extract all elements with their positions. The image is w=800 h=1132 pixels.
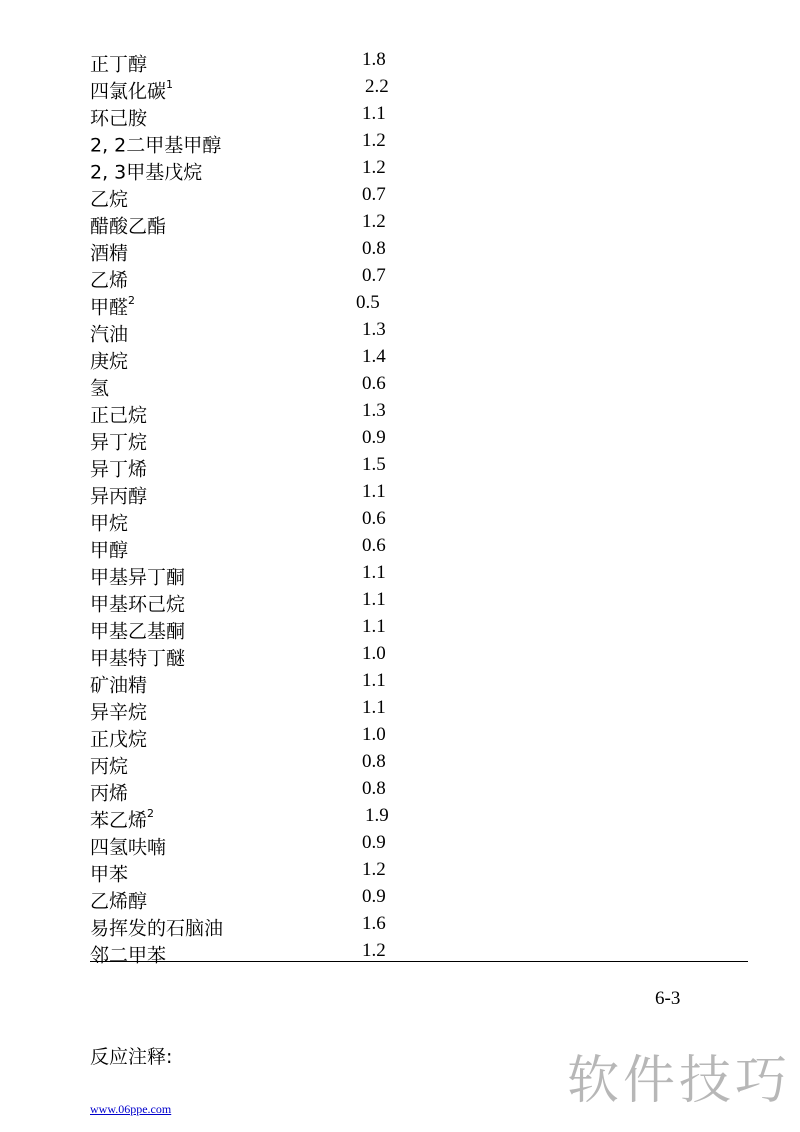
factor-value: 2.2 xyxy=(365,76,389,97)
factor-value: 1.6 xyxy=(362,913,386,934)
table-row xyxy=(90,640,750,670)
substance-name-text: 易挥发的石脑油 xyxy=(90,917,224,940)
table-row xyxy=(90,802,750,832)
notes-heading: 反应注释: xyxy=(90,1046,173,1068)
substance-name-text: 苯乙烯 xyxy=(90,809,148,832)
factor-value: 1.2 xyxy=(362,130,386,151)
substance-name-text: 汽油 xyxy=(90,323,129,346)
factor-value: 0.6 xyxy=(362,535,386,556)
factor-value: 1.0 xyxy=(362,643,386,664)
table-row xyxy=(90,910,750,940)
substance-name-text: 正丁醇 xyxy=(90,53,148,76)
table-row xyxy=(90,937,750,967)
substance-name xyxy=(90,937,166,969)
substance-name-text: 酒精 xyxy=(90,242,129,265)
table-row xyxy=(90,100,750,130)
factor-value: 0.5 xyxy=(356,292,380,313)
substance-name-text: 异辛烷 xyxy=(90,701,148,724)
table-row xyxy=(90,316,750,346)
substance-name-text: 甲基乙基酮 xyxy=(90,620,186,643)
table-row xyxy=(90,424,750,454)
substance-name-text: 环己胺 xyxy=(90,107,148,130)
table-row xyxy=(90,343,750,373)
factor-value: 0.8 xyxy=(362,751,386,772)
factor-value: 1.2 xyxy=(362,940,386,961)
factor-value: 1.1 xyxy=(362,616,386,637)
table-row xyxy=(90,667,750,697)
factor-value: 1.1 xyxy=(362,481,386,502)
substance-name-text: 2, 2二甲基甲醇 xyxy=(90,134,222,157)
factor-value: 1.1 xyxy=(362,670,386,691)
factor-value: 1.2 xyxy=(362,157,386,178)
table-row xyxy=(90,721,750,751)
factor-value: 0.6 xyxy=(362,373,386,394)
factor-value: 1.0 xyxy=(362,724,386,745)
factor-value: 1.5 xyxy=(362,454,386,475)
factor-value: 1.1 xyxy=(362,697,386,718)
substance-name-text: 丙烷 xyxy=(90,755,129,778)
factor-value: 0.9 xyxy=(362,886,386,907)
factor-value: 0.8 xyxy=(362,238,386,259)
table-row xyxy=(90,829,750,859)
factor-value: 0.6 xyxy=(362,508,386,529)
page-number: 6-3 xyxy=(655,988,681,1009)
site-link[interactable]: www.06ppe.com xyxy=(90,1102,172,1116)
table-row xyxy=(90,127,750,157)
substance-name-text: 丙烯 xyxy=(90,782,129,805)
footnote-marker: 2 xyxy=(128,294,136,307)
substance-name-text: 醋酸乙酯 xyxy=(90,215,167,238)
substance-name-text: 乙烯醇 xyxy=(90,890,148,913)
table-row xyxy=(90,694,750,724)
factor-value: 1.3 xyxy=(362,319,386,340)
table-row xyxy=(90,235,750,265)
substance-name-text: 氢 xyxy=(90,377,110,400)
substance-name-text: 2, 3甲基戊烷 xyxy=(90,161,203,184)
table-row xyxy=(90,262,750,292)
solvent-factor-table xyxy=(90,46,750,967)
substance-name-text: 乙烯 xyxy=(90,269,129,292)
substance-name-text: 甲醇 xyxy=(90,539,129,562)
table-row xyxy=(90,586,750,616)
factor-value: 1.4 xyxy=(362,346,386,367)
table-row xyxy=(90,478,750,508)
substance-name-text: 甲基特丁醚 xyxy=(90,647,186,670)
substance-name-text: 异丁烷 xyxy=(90,431,148,454)
table-row xyxy=(90,181,750,211)
substance-name-text: 甲苯 xyxy=(90,863,129,886)
table-row xyxy=(90,856,750,886)
factor-value: 1.9 xyxy=(365,805,389,826)
table-row xyxy=(90,613,750,643)
table-row xyxy=(90,505,750,535)
substance-name-text: 甲基环己烷 xyxy=(90,593,186,616)
table-bottom-rule xyxy=(90,961,748,962)
table-row xyxy=(90,208,750,238)
substance-name-text: 甲烷 xyxy=(90,512,129,535)
table-row xyxy=(90,46,750,76)
substance-name-text: 正己烷 xyxy=(90,404,148,427)
substance-name-text: 甲醛 xyxy=(90,296,129,319)
substance-name-text: 四氢呋喃 xyxy=(90,836,167,859)
factor-value: 1.2 xyxy=(362,859,386,880)
table-row xyxy=(90,559,750,589)
table-row xyxy=(90,775,750,805)
substance-name-text: 矿油精 xyxy=(90,674,148,697)
factor-value: 1.1 xyxy=(362,562,386,583)
factor-value: 1.2 xyxy=(362,211,386,232)
substance-name-text: 正戊烷 xyxy=(90,728,148,751)
factor-value: 1.3 xyxy=(362,400,386,421)
footnote-marker: 2 xyxy=(147,807,155,820)
watermark-text: 软件技巧 xyxy=(567,1051,792,1111)
substance-name-text: 乙烷 xyxy=(90,188,129,211)
substance-name-text: 异丁烯 xyxy=(90,458,148,481)
table-row xyxy=(90,289,750,319)
substance-name-text: 四氯化碳 xyxy=(90,80,167,103)
factor-value: 0.9 xyxy=(362,832,386,853)
table-row xyxy=(90,748,750,778)
factor-value: 0.8 xyxy=(362,778,386,799)
factor-value: 1.8 xyxy=(362,49,386,70)
substance-name-text: 异丙醇 xyxy=(90,485,148,508)
table-row xyxy=(90,73,750,103)
factor-value: 1.1 xyxy=(362,103,386,124)
substance-name-text: 甲基异丁酮 xyxy=(90,566,186,589)
factor-value: 0.7 xyxy=(362,184,386,205)
table-row xyxy=(90,451,750,481)
table-row xyxy=(90,883,750,913)
factor-value: 0.9 xyxy=(362,427,386,448)
table-row xyxy=(90,370,750,400)
footnote-marker: 1 xyxy=(166,78,174,91)
factor-value: 0.7 xyxy=(362,265,386,286)
table-row xyxy=(90,154,750,184)
factor-value: 1.1 xyxy=(362,589,386,610)
substance-name-text: 邻二甲苯 xyxy=(90,944,167,967)
table-row xyxy=(90,397,750,427)
table-row xyxy=(90,532,750,562)
substance-name-text: 庚烷 xyxy=(90,350,129,373)
